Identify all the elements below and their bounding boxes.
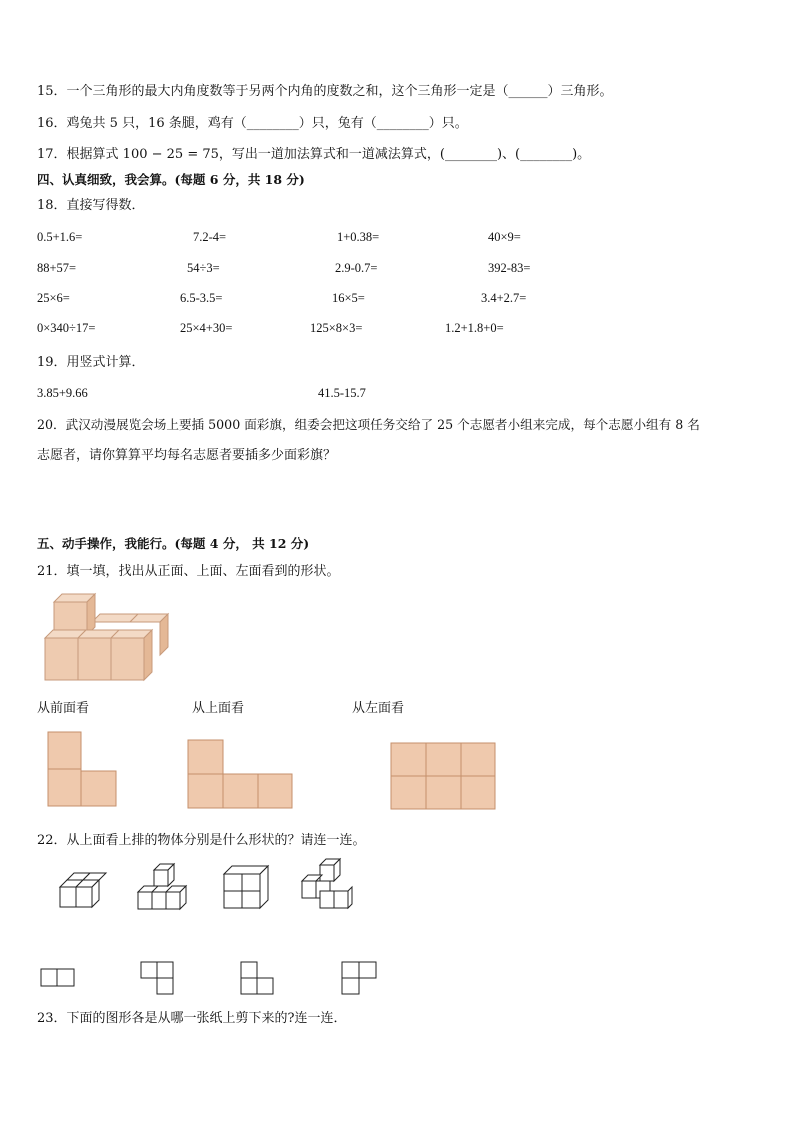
calc-item: 40×9= <box>488 230 521 244</box>
plan-shape-2 <box>140 961 176 997</box>
question-20-line-2: 志愿者，请你算算平均每名志愿者要插多少面彩旗？ <box>37 448 337 463</box>
calc-item: 3.4+2.7= <box>481 291 527 305</box>
view-label-front: 从前面看 <box>37 701 90 716</box>
calc-item: 16×5= <box>332 291 365 305</box>
calc-item: 25×4+30= <box>180 321 233 335</box>
calc-item: 88+57= <box>37 261 77 275</box>
question-17: 17．根据算式 100 − 25 = 75，写出一道加法算式和一道减法算式，(________)、(________)。 <box>37 147 591 162</box>
cube-group-4 <box>300 857 355 912</box>
calc-item: 25×6= <box>37 291 70 305</box>
calc-item: 2.9-0.7= <box>335 261 378 275</box>
left-view-shape <box>390 742 498 812</box>
cube-group-1 <box>57 872 107 912</box>
question-16: 16．鸡兔共 5 只，16 条腿，鸡有（________）只，兔有（________）只。 <box>37 116 468 131</box>
plan-shape-3 <box>240 961 276 997</box>
calc-item: 54÷3= <box>187 261 220 275</box>
question-20-line-1: 20．武汉动漫展览会场上要插 5000 面彩旗，组委会把这项任务交给了 25 个志愿者小组来完成，每个志愿小组有 8 名 <box>37 417 700 432</box>
cube <box>111 630 152 680</box>
calc-item: 1+0.38= <box>337 230 380 244</box>
section-4-heading: 四、认真细致，我会算。(每题 6 分，共 18 分) <box>37 172 305 187</box>
question-21: 21．填一填，找出从正面、上面、左面看到的形状。 <box>37 564 340 579</box>
calc-item: 0×340÷17= <box>37 321 96 335</box>
cube-group-3 <box>222 864 270 912</box>
question-19: 19．用竖式计算． <box>37 355 145 370</box>
calc-item: 392-83= <box>488 261 531 275</box>
view-label-top: 从上面看 <box>192 701 245 716</box>
question-18: 18．直接写得数． <box>37 198 145 213</box>
cube-group-2 <box>136 862 191 914</box>
calc-item: 1.2+1.8+0= <box>445 321 504 335</box>
calc-item: 6.5-3.5= <box>180 291 223 305</box>
cube-stack-figure <box>40 590 175 685</box>
view-label-left: 从左面看 <box>352 701 405 716</box>
top-view-shape <box>187 739 295 811</box>
front-view-shape <box>47 731 119 809</box>
question-22: 22．从上面看上排的物体分别是什么形状的？请连一连。 <box>37 833 366 848</box>
plan-shape-4 <box>341 961 379 997</box>
cube <box>54 594 95 635</box>
calc-item: 0.5+1.6= <box>37 230 83 244</box>
plan-shape-1 <box>40 968 76 988</box>
question-15: 15．一个三角形的最大内角度数等于另两个内角的度数之和，这个三角形一定是（______）三角形。 <box>37 84 613 99</box>
calc-item: 7.2-4= <box>193 230 227 244</box>
vertical-calc-item: 3.85+9.66 <box>37 386 88 400</box>
section-5-heading: 五、动手操作，我能行。(每题 4 分， 共 12 分) <box>37 536 310 551</box>
calc-item: 125×8×3= <box>310 321 363 335</box>
question-23: 23．下面的图形各是从哪一张纸上剪下来的?连一连． <box>37 1011 347 1026</box>
vertical-calc-item: 41.5-15.7 <box>318 386 366 400</box>
